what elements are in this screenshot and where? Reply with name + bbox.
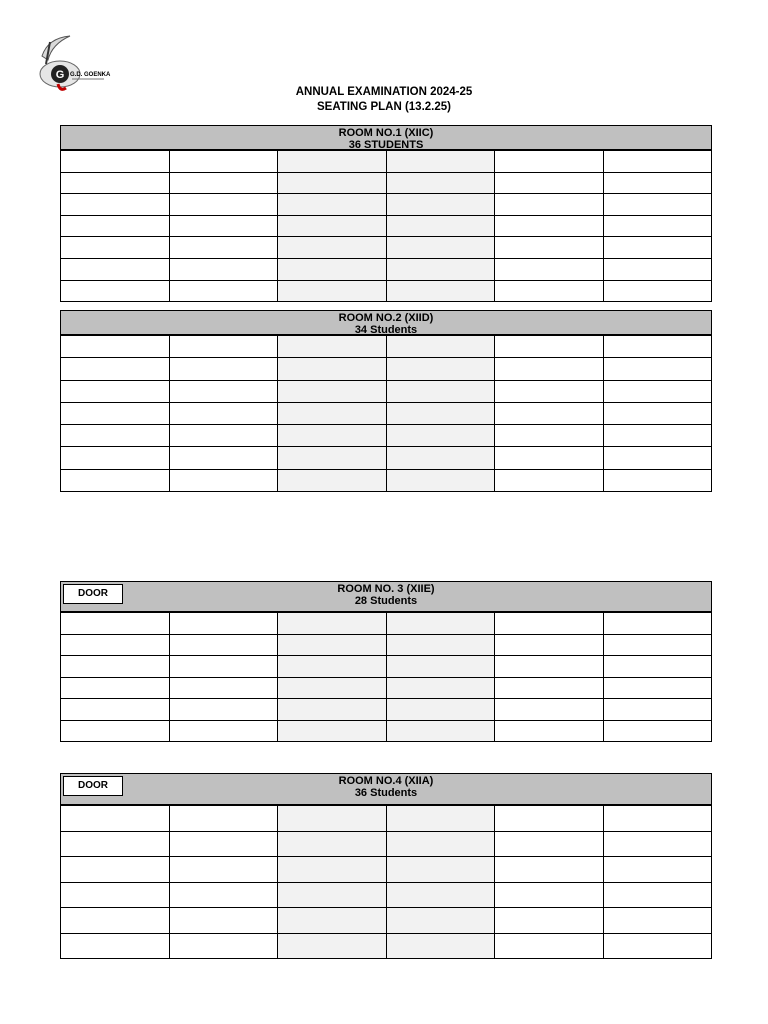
seat-cell xyxy=(386,933,495,959)
seat-cell xyxy=(495,933,604,959)
seat-cell xyxy=(61,656,170,678)
room-1-seating-grid xyxy=(60,150,712,302)
seat-row xyxy=(61,857,712,883)
seat-cell xyxy=(278,613,387,635)
seat-cell xyxy=(386,634,495,656)
seat-cell xyxy=(603,425,712,447)
seat-cell xyxy=(61,151,170,173)
seat-cell xyxy=(495,194,604,216)
seat-row xyxy=(61,882,712,908)
room-3-header xyxy=(60,581,712,612)
seat-cell xyxy=(386,469,495,491)
seat-cell xyxy=(278,151,387,173)
seat-cell xyxy=(386,908,495,934)
seat-cell xyxy=(278,336,387,358)
seat-row xyxy=(61,656,712,678)
seat-cell xyxy=(603,151,712,173)
seat-cell xyxy=(61,882,170,908)
seat-cell xyxy=(603,215,712,237)
room-4-header xyxy=(60,773,712,805)
seat-cell xyxy=(495,172,604,194)
seat-cell xyxy=(61,720,170,742)
room-3-name: ROOM NO. 3 (XIIE) xyxy=(337,583,435,595)
seat-cell xyxy=(603,469,712,491)
document-subtitle: SEATING PLAN (13.2.25) xyxy=(317,101,451,113)
seat-cell xyxy=(495,806,604,832)
seat-cell xyxy=(386,699,495,721)
seat-cell xyxy=(61,469,170,491)
seat-cell xyxy=(495,358,604,380)
seat-cell xyxy=(386,677,495,699)
seat-cell xyxy=(278,469,387,491)
seat-cell xyxy=(603,933,712,959)
seat-cell xyxy=(495,831,604,857)
seat-cell xyxy=(386,806,495,832)
seat-cell xyxy=(61,358,170,380)
seat-cell xyxy=(386,172,495,194)
seat-cell xyxy=(61,634,170,656)
seat-cell xyxy=(495,237,604,259)
seat-cell xyxy=(603,402,712,424)
seat-cell xyxy=(278,882,387,908)
document-title: ANNUAL EXAMINATION 2024-25 xyxy=(295,86,473,98)
room-2-seating-grid xyxy=(60,335,712,492)
seat-cell xyxy=(61,336,170,358)
seat-cell xyxy=(278,831,387,857)
seat-cell xyxy=(278,402,387,424)
room-4-name: ROOM NO.4 (XIIA) xyxy=(338,775,434,787)
seat-cell xyxy=(495,857,604,883)
seat-cell xyxy=(61,380,170,402)
seat-cell xyxy=(278,699,387,721)
seat-cell xyxy=(495,469,604,491)
seat-cell xyxy=(386,258,495,280)
seat-cell xyxy=(278,656,387,678)
seat-cell xyxy=(169,258,278,280)
seat-cell xyxy=(169,806,278,832)
seat-cell xyxy=(603,634,712,656)
seat-cell xyxy=(386,402,495,424)
seat-cell xyxy=(386,425,495,447)
seat-cell xyxy=(61,402,170,424)
seat-cell xyxy=(386,380,495,402)
seat-row xyxy=(61,258,712,280)
seat-cell xyxy=(495,215,604,237)
seat-row xyxy=(61,469,712,491)
seat-cell xyxy=(603,447,712,469)
seat-row xyxy=(61,613,712,635)
seat-cell xyxy=(278,720,387,742)
seat-cell xyxy=(169,280,278,302)
seat-cell xyxy=(603,857,712,883)
seat-cell xyxy=(278,857,387,883)
seat-cell xyxy=(603,172,712,194)
room-4-student-count: 36 Students xyxy=(354,787,418,799)
room-4-door-label: DOOR xyxy=(63,776,123,796)
seat-cell xyxy=(495,380,604,402)
seat-cell xyxy=(61,258,170,280)
seat-cell xyxy=(603,258,712,280)
room-2-student-count: 34 Students xyxy=(354,324,418,336)
room-3-section xyxy=(60,581,712,742)
seat-cell xyxy=(603,656,712,678)
seat-cell xyxy=(61,806,170,832)
seat-row xyxy=(61,172,712,194)
seat-cell xyxy=(386,358,495,380)
seat-cell xyxy=(169,720,278,742)
room-1-student-count: 36 STUDENTS xyxy=(348,139,424,151)
seat-cell xyxy=(61,425,170,447)
seat-row xyxy=(61,806,712,832)
seat-cell xyxy=(169,831,278,857)
seat-cell xyxy=(61,194,170,216)
seat-row xyxy=(61,634,712,656)
seat-cell xyxy=(495,613,604,635)
seat-cell xyxy=(169,469,278,491)
seat-row xyxy=(61,358,712,380)
seat-cell xyxy=(61,908,170,934)
room-4-section xyxy=(60,773,712,959)
seat-cell xyxy=(386,656,495,678)
logo-text: G.D. GOENKA xyxy=(70,72,111,78)
seat-row xyxy=(61,720,712,742)
seat-cell xyxy=(169,933,278,959)
seat-cell xyxy=(386,720,495,742)
seat-cell xyxy=(278,425,387,447)
seat-cell xyxy=(603,280,712,302)
seat-cell xyxy=(278,933,387,959)
room-3-seating-grid xyxy=(60,612,712,742)
seat-cell xyxy=(495,677,604,699)
room-1-name: ROOM NO.1 (XIIC) xyxy=(338,127,434,139)
seat-cell xyxy=(386,831,495,857)
seat-cell xyxy=(169,613,278,635)
seat-cell xyxy=(61,933,170,959)
seat-cell xyxy=(603,380,712,402)
seat-cell xyxy=(169,908,278,934)
seat-cell xyxy=(386,280,495,302)
seat-cell xyxy=(169,882,278,908)
seat-cell xyxy=(386,194,495,216)
seat-cell xyxy=(278,908,387,934)
seat-cell xyxy=(386,336,495,358)
seat-cell xyxy=(169,336,278,358)
room-2-section xyxy=(60,310,712,492)
seat-cell xyxy=(169,402,278,424)
room-2-header xyxy=(60,310,712,335)
seat-cell xyxy=(278,677,387,699)
seat-cell xyxy=(61,699,170,721)
seat-row xyxy=(61,336,712,358)
seat-cell xyxy=(495,699,604,721)
seat-cell xyxy=(169,656,278,678)
seat-cell xyxy=(603,699,712,721)
seat-cell xyxy=(278,215,387,237)
seat-cell xyxy=(495,720,604,742)
seat-cell xyxy=(386,613,495,635)
seat-row xyxy=(61,425,712,447)
seat-row xyxy=(61,447,712,469)
seat-cell xyxy=(603,336,712,358)
seat-row xyxy=(61,933,712,959)
seat-cell xyxy=(495,908,604,934)
seat-cell xyxy=(169,677,278,699)
seat-cell xyxy=(169,215,278,237)
seat-cell xyxy=(278,258,387,280)
seat-cell xyxy=(169,237,278,259)
seat-cell xyxy=(278,380,387,402)
seat-cell xyxy=(603,237,712,259)
seat-cell xyxy=(169,380,278,402)
seat-cell xyxy=(61,613,170,635)
seat-cell xyxy=(169,447,278,469)
seat-cell xyxy=(278,634,387,656)
seat-cell xyxy=(278,172,387,194)
seat-cell xyxy=(495,447,604,469)
seat-cell xyxy=(495,425,604,447)
seat-cell xyxy=(169,425,278,447)
seat-cell xyxy=(169,358,278,380)
seat-cell xyxy=(386,215,495,237)
seat-cell xyxy=(495,151,604,173)
seat-cell xyxy=(278,280,387,302)
seat-cell xyxy=(603,613,712,635)
seat-cell xyxy=(603,882,712,908)
seat-cell xyxy=(61,172,170,194)
seat-cell xyxy=(278,447,387,469)
seat-row xyxy=(61,237,712,259)
seat-cell xyxy=(603,831,712,857)
seat-row xyxy=(61,402,712,424)
seat-cell xyxy=(61,677,170,699)
seat-row xyxy=(61,677,712,699)
room-3-student-count: 28 Students xyxy=(354,595,418,607)
seat-cell xyxy=(386,447,495,469)
seat-cell xyxy=(603,358,712,380)
seat-cell xyxy=(495,336,604,358)
seat-cell xyxy=(386,237,495,259)
seat-cell xyxy=(495,882,604,908)
seat-cell xyxy=(278,237,387,259)
seat-cell xyxy=(61,280,170,302)
room-2-name: ROOM NO.2 (XIID) xyxy=(338,312,434,324)
seat-row xyxy=(61,215,712,237)
seat-cell xyxy=(603,677,712,699)
seat-cell xyxy=(169,194,278,216)
seat-cell xyxy=(169,172,278,194)
seat-row xyxy=(61,699,712,721)
seat-cell xyxy=(495,656,604,678)
room-4-seating-grid xyxy=(60,805,712,959)
seat-cell xyxy=(495,402,604,424)
seat-cell xyxy=(61,857,170,883)
seat-row xyxy=(61,380,712,402)
seat-cell xyxy=(61,447,170,469)
seat-row xyxy=(61,908,712,934)
seat-cell xyxy=(169,699,278,721)
seat-row xyxy=(61,280,712,302)
seat-cell xyxy=(278,194,387,216)
seat-cell xyxy=(61,237,170,259)
seat-cell xyxy=(169,634,278,656)
seat-row xyxy=(61,194,712,216)
seat-cell xyxy=(495,634,604,656)
seat-cell xyxy=(61,215,170,237)
room-3-door-label: DOOR xyxy=(63,584,123,604)
seat-row xyxy=(61,151,712,173)
seat-cell xyxy=(603,194,712,216)
seat-cell xyxy=(495,280,604,302)
seat-cell xyxy=(169,151,278,173)
seat-row xyxy=(61,831,712,857)
seat-cell xyxy=(495,258,604,280)
room-1-section xyxy=(60,125,712,302)
room-1-header xyxy=(60,125,712,150)
seat-cell xyxy=(386,857,495,883)
seat-cell xyxy=(603,806,712,832)
seat-cell xyxy=(278,358,387,380)
seat-cell xyxy=(61,831,170,857)
seat-cell xyxy=(169,857,278,883)
seat-cell xyxy=(603,720,712,742)
svg-text:G: G xyxy=(55,69,65,81)
seat-cell xyxy=(278,806,387,832)
seat-cell xyxy=(386,151,495,173)
seat-cell xyxy=(386,882,495,908)
seat-cell xyxy=(603,908,712,934)
